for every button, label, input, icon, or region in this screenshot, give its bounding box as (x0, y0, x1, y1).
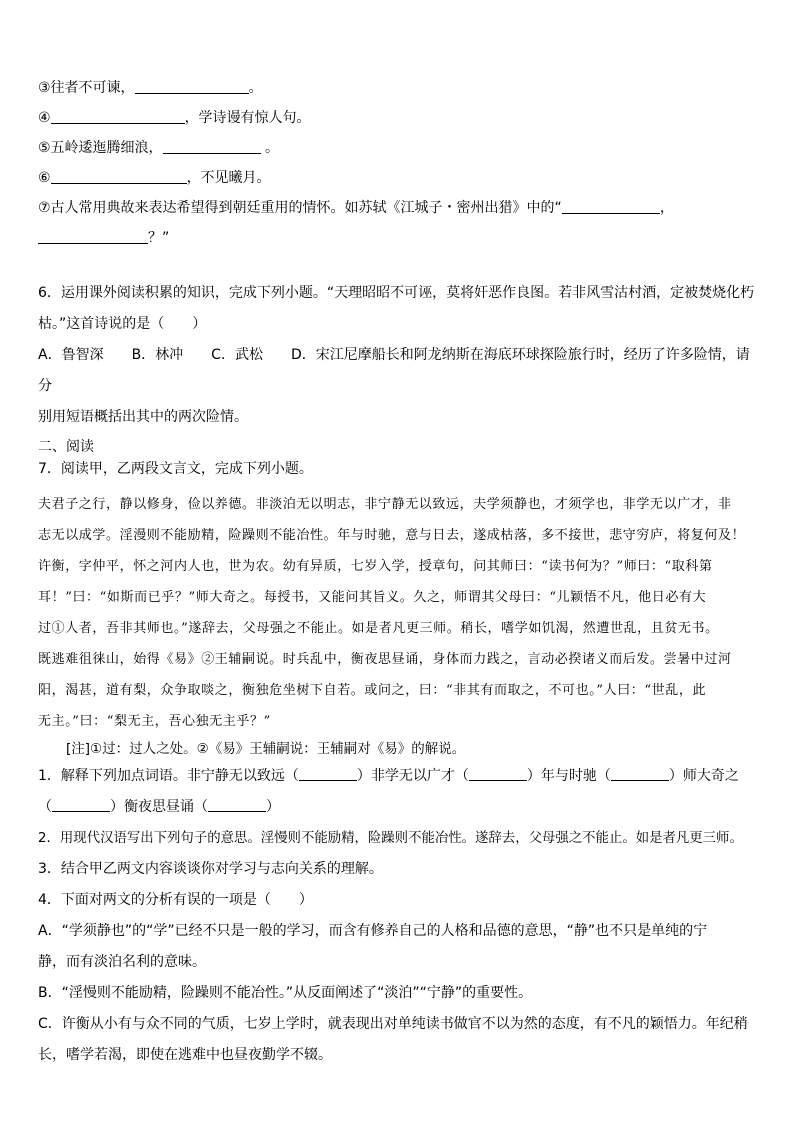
question-7-intro: 7．阅读甲，乙两段文言文，完成下列小题。 (38, 461, 313, 477)
fill-item-6: ⑥ ，不见曦月。 (38, 170, 271, 186)
classical-line: 志无以成学。淫漫则不能励精，险躁则不能冶性。年与时驰，意与日去，遂成枯落，多不接世，悲守穷庐，将复何及！ (38, 528, 746, 543)
option-c: C．许衡从小有与众不同的气质，七岁上学时，就表现出对单纯读书做官不以为然的态度，有不凡的颖悟力。年纪稍 (38, 1016, 748, 1032)
section-heading: 二、阅读 (38, 439, 94, 455)
classical-line: 无主。”曰：“梨无主，吾心独无主乎？” (38, 714, 271, 729)
classical-line: 既逃难徂徕山，始得《易》②王辅嗣说。时兵乱中，衡夜思昼诵，身体而力践之，言动必揆诸义而后发。尝暑中过河 (38, 652, 732, 667)
sub-question-3: 3．结合甲乙两文内容谈谈你对学习与志向关系的理解。 (38, 861, 383, 877)
classical-line: 许衡，字仲平，怀之河内人也，世为农。幼有异质，七岁入学，授章句，问其师曰：“读书何为？”师曰：“取科第 (38, 559, 713, 574)
sub-question-1-cont: （ ）衡夜思昼诵（ ） (38, 799, 280, 815)
fill-item-7: ⑦古人常用典故来表达希望得到朝廷重用的情怀。如苏轼《江城子・密州出猎》中的“ ， (38, 200, 674, 216)
answer-blank[interactable] (611, 767, 669, 781)
answer-blank[interactable] (562, 199, 660, 214)
answer-blank[interactable] (51, 169, 187, 184)
classical-text (38, 489, 760, 737)
answer-blank[interactable] (52, 798, 110, 812)
answer-blank[interactable] (51, 109, 185, 124)
option-c-cont: 长，嗜学若渴，即使在逃难中也昼夜勤学不辍。 (38, 1047, 332, 1063)
answer-blank[interactable] (469, 767, 527, 781)
classical-line: 过①人者，吾非其师也。”遂辞去，父母强之不能止。如是者凡更三师。稍长，嗜学如饥渴，然遭世乱，且贫无书。 (38, 621, 719, 636)
sub-question-2: 2．用现代汉语写出下列句子的意思。淫慢则不能励精，险躁则不能冶性。遂辞去，父母强之不能止。如是者凡更三师。 (38, 831, 743, 846)
annotation-note: [注]①过：过人之处。②《易》王辅嗣说：王辅嗣对《易》的解说。 (66, 741, 466, 757)
question-6: 6．运用课外阅读积累的知识，完成下列小题。“天理昭昭不可诬，莫将奸恶作良图。若非风雪沽村酒，定被焚烧化朽 枯。”这首诗说的是（ ） A．鲁智深 B．林冲 C．武松 D．宋江尼摩船长和阿龙纳斯在海底环球探险旅行时，经历了许多险情，请分 别用短语概括出其中的两次险情。 (38, 285, 755, 425)
option-a-cont: 静，而有淡泊名利的意味。 (38, 954, 206, 970)
sub-question-4: 4．下面对两文的分析有误的一项是（ ） (38, 892, 313, 908)
answer-blank[interactable] (163, 139, 261, 154)
exam-page (38, 78, 760, 1071)
option-a: A．“学须静也”的“学”已经不只是一般的学习，而含有修养自己的人格和品德的意思，“静”也不只是单纯的宁 (38, 923, 708, 939)
answer-blank[interactable] (208, 798, 266, 812)
fill-item-4: ④ ，学诗谩有惊人句。 (38, 110, 311, 126)
fill-item-5: ⑤五岭逶迤腾细浪， 。 (38, 140, 280, 156)
answer-blank[interactable] (38, 229, 148, 244)
sub-question-1: 1．解释下列加点词语。非宁静无以致远（ ）非学无以广才（ ）年与时驰（ ）师大奇之 (38, 768, 739, 784)
answer-blank[interactable] (299, 767, 357, 781)
classical-line: 耳！”曰：“如斯而已乎？”师大奇之。每授书，又能问其旨义。久之，师谓其父母曰：“儿颖悟不凡，他日必有大 (38, 590, 707, 605)
fill-item-7-cont: ？” (38, 228, 760, 278)
option-b: B．“淫慢则不能励精，险躁则不能冶性。”从反面阐述了“淡泊”“宁静”的重要性。 (38, 985, 533, 1001)
answer-blank[interactable] (135, 79, 249, 94)
classical-line: 夫君子之行，静以修身，俭以养德。非淡泊无以明志，非宁静无以致远，夫学须静也，才须学也，非学无以广才，非 (38, 497, 732, 512)
fill-item-3: ③往者不可谏， 。 (38, 80, 263, 96)
classical-line: 阳，渴甚，道有梨，众争取啖之，衡独危坐树下自若。或问之，曰：“非其有而取之，不可也。”人曰：“世乱，此 (38, 683, 707, 698)
